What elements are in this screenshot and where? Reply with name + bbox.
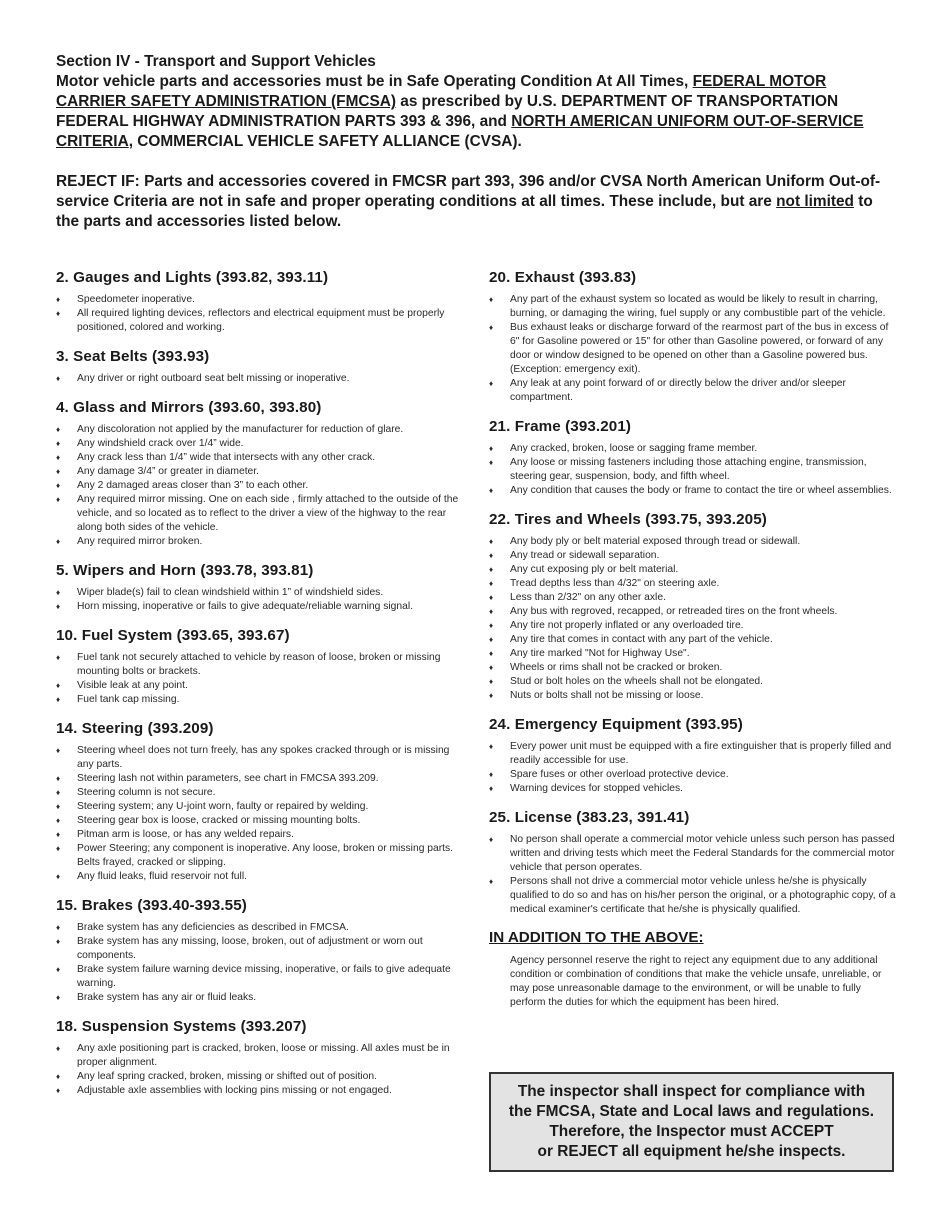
criteria-item — [56, 842, 466, 870]
criteria-text: Any fluid leaks, fluid reservoir not full. — [77, 871, 247, 882]
criteria-item — [56, 921, 466, 935]
criteria-text: All required lighting devices, reflectors and electrical equipment must be properly positioned, colored and working. — [77, 308, 445, 333]
criteria-text: Any leak at any point forward of or directly below the driver and/or sleeper compartment. — [510, 378, 846, 403]
diamond-bullet-icon: ♦ — [56, 830, 61, 839]
diamond-bullet-icon: ♦ — [489, 579, 494, 588]
criteria-text: Any axle positioning part is cracked, broken, loose or missing. All axles must be in proper alignment. — [77, 1043, 450, 1068]
criteria-text: Brake system has any missing, loose, broken, out of adjustment or worn out components. — [77, 936, 423, 961]
criteria-text: Any loose or missing fasteners including those attaching engine, transmission, steering gear, suspension, body, and fifth wheel. — [510, 457, 867, 482]
document-header — [56, 52, 898, 232]
criteria-item — [56, 479, 466, 493]
section-heading: 18. Suspension Systems (393.207) — [56, 1018, 307, 1035]
inspection-section — [56, 896, 466, 1005]
section-heading: 10. Fuel System (393.65, 393.67) — [56, 627, 290, 644]
diamond-bullet-icon: ♦ — [489, 784, 494, 793]
diamond-bullet-icon: ♦ — [56, 481, 61, 490]
diamond-bullet-icon: ♦ — [56, 774, 61, 783]
criteria-text: Brake system has any air or fluid leaks. — [77, 992, 257, 1003]
reject-text: to the parts and accessories listed below. — [56, 193, 873, 230]
criteria-text: Stud or bolt holes on the wheels shall not be elongated. — [510, 676, 764, 687]
criteria-list — [489, 740, 899, 796]
addition-heading: IN ADDITION TO THE ABOVE: — [489, 929, 704, 946]
inspection-section — [56, 719, 466, 884]
criteria-text: Fuel tank not securely attached to vehicle by reason of loose, broken or missing mounting bolts or brackets. — [77, 652, 441, 677]
diamond-bullet-icon: ♦ — [489, 742, 494, 751]
criteria-item — [489, 647, 899, 661]
criteria-list — [489, 833, 899, 917]
fmcsa-reference: FEDERAL MOTOR CARRIER SAFETY ADMINISTRATION (FMCSA) — [56, 73, 827, 110]
criteria-list — [56, 293, 466, 335]
criteria-text: Visible leak at any point. — [77, 680, 188, 691]
criteria-list — [56, 921, 466, 1005]
criteria-text: Any damage 3/4” or greater in diameter. — [77, 466, 260, 477]
section-heading: 22. Tires and Wheels (393.75, 393.205) — [489, 511, 767, 528]
diamond-bullet-icon: ♦ — [489, 593, 494, 602]
inspection-section — [489, 715, 899, 796]
criteria-item — [56, 828, 466, 842]
criteria-item — [489, 549, 899, 563]
criteria-item — [56, 935, 466, 963]
inspection-section — [56, 398, 466, 549]
diamond-bullet-icon: ♦ — [489, 551, 494, 560]
notice-line: or REJECT all equipment he/she inspects. — [537, 1143, 846, 1160]
criteria-text: Adjustable axle assemblies with locking pins missing or not engaged. — [77, 1085, 392, 1096]
section-heading: 5. Wipers and Horn (393.78, 393.81) — [56, 562, 314, 579]
criteria-item — [56, 679, 466, 693]
diamond-bullet-icon: ♦ — [489, 458, 494, 467]
diamond-bullet-icon: ♦ — [56, 653, 61, 662]
not-limited-emphasis: not limited — [776, 193, 854, 210]
criteria-list — [56, 1042, 466, 1098]
diamond-bullet-icon: ♦ — [489, 565, 494, 574]
criteria-text: Any tire not properly inflated or any overloaded tire. — [510, 620, 744, 631]
diamond-bullet-icon: ♦ — [489, 323, 494, 332]
inspection-section — [489, 808, 899, 917]
diamond-bullet-icon: ♦ — [489, 295, 494, 304]
diamond-bullet-icon: ♦ — [56, 923, 61, 932]
inspection-section — [56, 1017, 466, 1098]
diamond-bullet-icon: ♦ — [489, 691, 494, 700]
section-heading: 14. Steering (393.209) — [56, 720, 214, 737]
criteria-item — [489, 782, 899, 796]
diamond-bullet-icon: ♦ — [56, 681, 61, 690]
criteria-text: Any driver or right outboard seat belt missing or inoperative. — [77, 373, 350, 384]
diamond-bullet-icon: ♦ — [489, 621, 494, 630]
criteria-text: Steering wheel does not turn freely, has any spokes cracked through or is missing any parts. — [77, 745, 450, 770]
diamond-bullet-icon: ♦ — [56, 309, 61, 318]
criteria-text: Any discoloration not applied by the manufacturer for reduction of glare. — [77, 424, 404, 435]
criteria-item — [56, 800, 466, 814]
intro-text: Motor vehicle parts and accessories must be in Safe Operating Condition At All Times, — [56, 73, 693, 90]
criteria-item — [56, 465, 466, 479]
criteria-text: No person shall operate a commercial motor vehicle unless such person has passed written and driving tests which meet the Federal Standards for the commercial motor vehicle that person operates. — [510, 834, 895, 873]
criteria-item — [56, 307, 466, 335]
criteria-item — [489, 293, 899, 321]
criteria-item — [56, 451, 466, 465]
criteria-list — [56, 744, 466, 884]
criteria-item — [56, 437, 466, 451]
criteria-item — [56, 372, 466, 386]
diamond-bullet-icon: ♦ — [489, 663, 494, 672]
criteria-text: Brake system failure warning device missing, inoperative, or fails to give adequate warning. — [77, 964, 451, 989]
intro-text: as prescribed by U.S. DEPARTMENT OF TRANSPORTATION FEDERAL HIGHWAY ADMINISTRATION PARTS 393 & 396, and — [56, 93, 839, 130]
criteria-text: Wiper blade(s) fail to clean windshield within 1” of windshield sides. — [77, 587, 384, 598]
criteria-item — [489, 605, 899, 619]
criteria-list — [56, 423, 466, 549]
diamond-bullet-icon: ♦ — [56, 816, 61, 825]
criteria-item — [56, 1084, 466, 1098]
section-heading: 21. Frame (393.201) — [489, 418, 632, 435]
criteria-item — [56, 1070, 466, 1084]
criteria-item — [56, 693, 466, 707]
criteria-item — [489, 591, 899, 605]
notice-line: Therefore, the Inspector must ACCEPT — [549, 1123, 834, 1140]
criteria-text: Power Steering; any component is inoperative. Any loose, broken or missing parts. Belts frayed, cracked or slipping. — [77, 843, 454, 868]
diamond-bullet-icon: ♦ — [56, 1086, 61, 1095]
right-sections — [489, 268, 899, 917]
criteria-item — [489, 689, 899, 703]
diamond-bullet-icon: ♦ — [489, 649, 494, 658]
criteria-list — [489, 535, 899, 703]
inspector-notice-box — [489, 1072, 894, 1172]
section-heading: 20. Exhaust (393.83) — [489, 269, 637, 286]
diamond-bullet-icon: ♦ — [56, 425, 61, 434]
notice-line: the FMCSA, State and Local laws and regulations. — [508, 1103, 875, 1120]
criteria-list — [56, 651, 466, 707]
criteria-list — [56, 586, 466, 614]
diamond-bullet-icon: ♦ — [56, 746, 61, 755]
criteria-item — [56, 870, 466, 884]
intro-text: , COMMERCIAL VEHICLE SAFETY ALLIANCE (CVSA). — [128, 133, 522, 150]
diamond-bullet-icon: ♦ — [56, 295, 61, 304]
inspection-section — [56, 626, 466, 707]
criteria-item — [489, 456, 899, 484]
cvsa-criteria-reference: NORTH AMERICAN UNIFORM OUT-OF-SERVICE CRITERIA — [56, 113, 864, 150]
criteria-item — [56, 1042, 466, 1070]
diamond-bullet-icon: ♦ — [489, 835, 494, 844]
criteria-text: Wheels or rims shall not be cracked or broken. — [510, 662, 723, 673]
right-column — [489, 268, 899, 1010]
criteria-text: Persons shall not drive a commercial motor vehicle unless he/she is physically qualified to do so and has on his/her person the original, or a photographic copy, of a medical examiner's certificate that he/she is physically qualified. — [510, 876, 896, 915]
criteria-text: Any leaf spring cracked, broken, missing or shifted out of position. — [77, 1071, 377, 1082]
criteria-text: Any bus with regroved, recapped, or retreaded tires on the front wheels. — [510, 606, 838, 617]
criteria-list — [489, 293, 899, 405]
criteria-item — [56, 786, 466, 800]
criteria-item — [489, 833, 899, 875]
diamond-bullet-icon: ♦ — [56, 1072, 61, 1081]
criteria-text: Any 2 damaged areas closer than 3” to each other. — [77, 480, 309, 491]
criteria-text: Any body ply or belt material exposed through tread or sidewall. — [510, 536, 801, 547]
diamond-bullet-icon: ♦ — [56, 588, 61, 597]
criteria-item — [489, 484, 899, 498]
criteria-item — [56, 991, 466, 1005]
criteria-text: Brake system has any deficiencies as described in FMCSA. — [77, 922, 349, 933]
criteria-text: Any part of the exhaust system so located as would be likely to result in charring, burning, or damaging the wiring, fuel supply or any combustible part of the vehicle. — [510, 294, 886, 319]
diamond-bullet-icon: ♦ — [489, 379, 494, 388]
diamond-bullet-icon: ♦ — [489, 677, 494, 686]
diamond-bullet-icon: ♦ — [56, 965, 61, 974]
criteria-item — [56, 586, 466, 600]
inspection-section — [56, 268, 466, 335]
diamond-bullet-icon: ♦ — [56, 1044, 61, 1053]
criteria-item — [56, 535, 466, 549]
criteria-item — [489, 619, 899, 633]
intro-paragraph — [56, 72, 898, 152]
criteria-text: Nuts or bolts shall not be missing or loose. — [510, 690, 704, 701]
diamond-bullet-icon: ♦ — [489, 607, 494, 616]
criteria-item — [489, 633, 899, 647]
criteria-item — [489, 535, 899, 549]
diamond-bullet-icon: ♦ — [489, 444, 494, 453]
criteria-text: Steering gear box is loose, cracked or missing mounting bolts. — [77, 815, 361, 826]
reject-text: REJECT IF: Parts and accessories covered in FMCSR part 393, 396 and/or CVSA North American Uniform Out-of-service Criteria are not in safe and proper operating conditions at all times. These include, but are — [56, 173, 881, 210]
section-heading: 4. Glass and Mirrors (393.60, 393.80) — [56, 399, 322, 416]
inspection-section — [489, 510, 899, 703]
section-heading: 15. Brakes (393.40-393.55) — [56, 897, 247, 914]
criteria-text: Any required mirror broken. — [77, 536, 203, 547]
criteria-item — [56, 651, 466, 679]
criteria-text: Spare fuses or other overload protective device. — [510, 769, 729, 780]
criteria-item — [489, 875, 899, 917]
inspection-section — [489, 417, 899, 498]
diamond-bullet-icon: ♦ — [56, 788, 61, 797]
diamond-bullet-icon: ♦ — [56, 439, 61, 448]
criteria-text: Any tire marked "Not for Highway Use". — [510, 648, 690, 659]
addition-text: Agency personnel reserve the right to reject any equipment due to any additional condition or combination of conditions that make the vehicle unsafe, unreliable, or may pose unreasonable damage to the environment, or will be unable to fully perform the duties for which the equipment has been hired. — [510, 955, 882, 1008]
criteria-item — [489, 563, 899, 577]
criteria-text: Any windshield crack over 1/4” wide. — [77, 438, 244, 449]
criteria-item — [56, 772, 466, 786]
criteria-item — [489, 768, 899, 782]
criteria-item — [56, 814, 466, 828]
criteria-list — [489, 442, 899, 498]
criteria-text: Any crack less than 1/4” wide that intersects with any other crack. — [77, 452, 376, 463]
diamond-bullet-icon: ♦ — [56, 602, 61, 611]
notice-line: The inspector shall inspect for compliance with — [517, 1083, 866, 1100]
diamond-bullet-icon: ♦ — [489, 877, 494, 886]
criteria-item — [489, 442, 899, 456]
criteria-text: Any tread or sidewall separation. — [510, 550, 660, 561]
criteria-item — [489, 577, 899, 591]
diamond-bullet-icon: ♦ — [56, 844, 61, 853]
criteria-item — [56, 423, 466, 437]
diamond-bullet-icon: ♦ — [489, 635, 494, 644]
criteria-item — [489, 661, 899, 675]
criteria-text: Fuel tank cap missing. — [77, 694, 180, 705]
criteria-text: Horn missing, inoperative or fails to give adequate/reliable warning signal. — [77, 601, 413, 612]
section-title: Section IV - Transport and Support Vehicles — [56, 53, 376, 70]
criteria-text: Steering system; any U-joint worn, faulty or repaired by welding. — [77, 801, 369, 812]
diamond-bullet-icon: ♦ — [56, 453, 61, 462]
criteria-item — [489, 321, 899, 377]
criteria-item — [56, 493, 466, 535]
diamond-bullet-icon: ♦ — [56, 374, 61, 383]
diamond-bullet-icon: ♦ — [56, 802, 61, 811]
diamond-bullet-icon: ♦ — [489, 537, 494, 546]
diamond-bullet-icon: ♦ — [56, 695, 61, 704]
diamond-bullet-icon: ♦ — [56, 467, 61, 476]
addition-section — [489, 929, 899, 1010]
criteria-item — [489, 675, 899, 689]
criteria-text: Any tire that comes in contact with any part of the vehicle. — [510, 634, 773, 645]
inspection-section — [56, 561, 466, 614]
left-column — [56, 268, 466, 1110]
criteria-text: Tread depths less than 4/32" on steering axle. — [510, 578, 720, 589]
criteria-text: Any cracked, broken, loose or sagging frame member. — [510, 443, 758, 454]
diamond-bullet-icon: ♦ — [56, 872, 61, 881]
diamond-bullet-icon: ♦ — [56, 993, 61, 1002]
inspection-section — [489, 268, 899, 405]
criteria-item — [489, 377, 899, 405]
criteria-text: Pitman arm is loose, or has any welded repairs. — [77, 829, 294, 840]
criteria-text: Less than 2/32" on any other axle. — [510, 592, 666, 603]
criteria-text: Steering lash not within parameters, see chart in FMCSA 393.209. — [77, 773, 379, 784]
diamond-bullet-icon: ♦ — [489, 770, 494, 779]
criteria-text: Every power unit must be equipped with a fire extinguisher that is properly filled and readily accessible for use. — [510, 741, 892, 766]
criteria-text: Steering column is not secure. — [77, 787, 216, 798]
section-heading: 24. Emergency Equipment (393.95) — [489, 716, 743, 733]
criteria-text: Any cut exposing ply or belt material. — [510, 564, 679, 575]
diamond-bullet-icon: ♦ — [56, 495, 61, 504]
reject-paragraph — [56, 172, 898, 232]
diamond-bullet-icon: ♦ — [56, 537, 61, 546]
criteria-item — [56, 600, 466, 614]
criteria-item — [489, 740, 899, 768]
criteria-item — [56, 963, 466, 991]
diamond-bullet-icon: ♦ — [489, 486, 494, 495]
section-heading: 3. Seat Belts (393.93) — [56, 348, 210, 365]
criteria-text: Bus exhaust leaks or discharge forward of the rearmost part of the bus in excess of 6" for Gasoline powered or 15" for other than Gasoline powered, or forward of any door or window designed to be opened on other than a Gasoline powered bus. (Exception: emergency exit). — [510, 322, 889, 375]
diamond-bullet-icon: ♦ — [56, 937, 61, 946]
criteria-text: Any required mirror missing. One on each side , firmly attached to the outside of the vehicle, and so located as to reflect to the driver a view of the highway to the rear along both sides of the vehicle. — [77, 494, 459, 533]
inspection-section — [56, 347, 466, 386]
criteria-item — [56, 744, 466, 772]
criteria-text: Speedometer inoperative. — [77, 294, 195, 305]
criteria-text: Any condition that causes the body or frame to contact the tire or wheel assemblies. — [510, 485, 892, 496]
criteria-list — [56, 372, 466, 386]
section-heading: 2. Gauges and Lights (393.82, 393.11) — [56, 269, 329, 286]
criteria-item — [56, 293, 466, 307]
section-heading: 25. License (383.23, 391.41) — [489, 809, 690, 826]
criteria-text: Warning devices for stopped vehicles. — [510, 783, 684, 794]
